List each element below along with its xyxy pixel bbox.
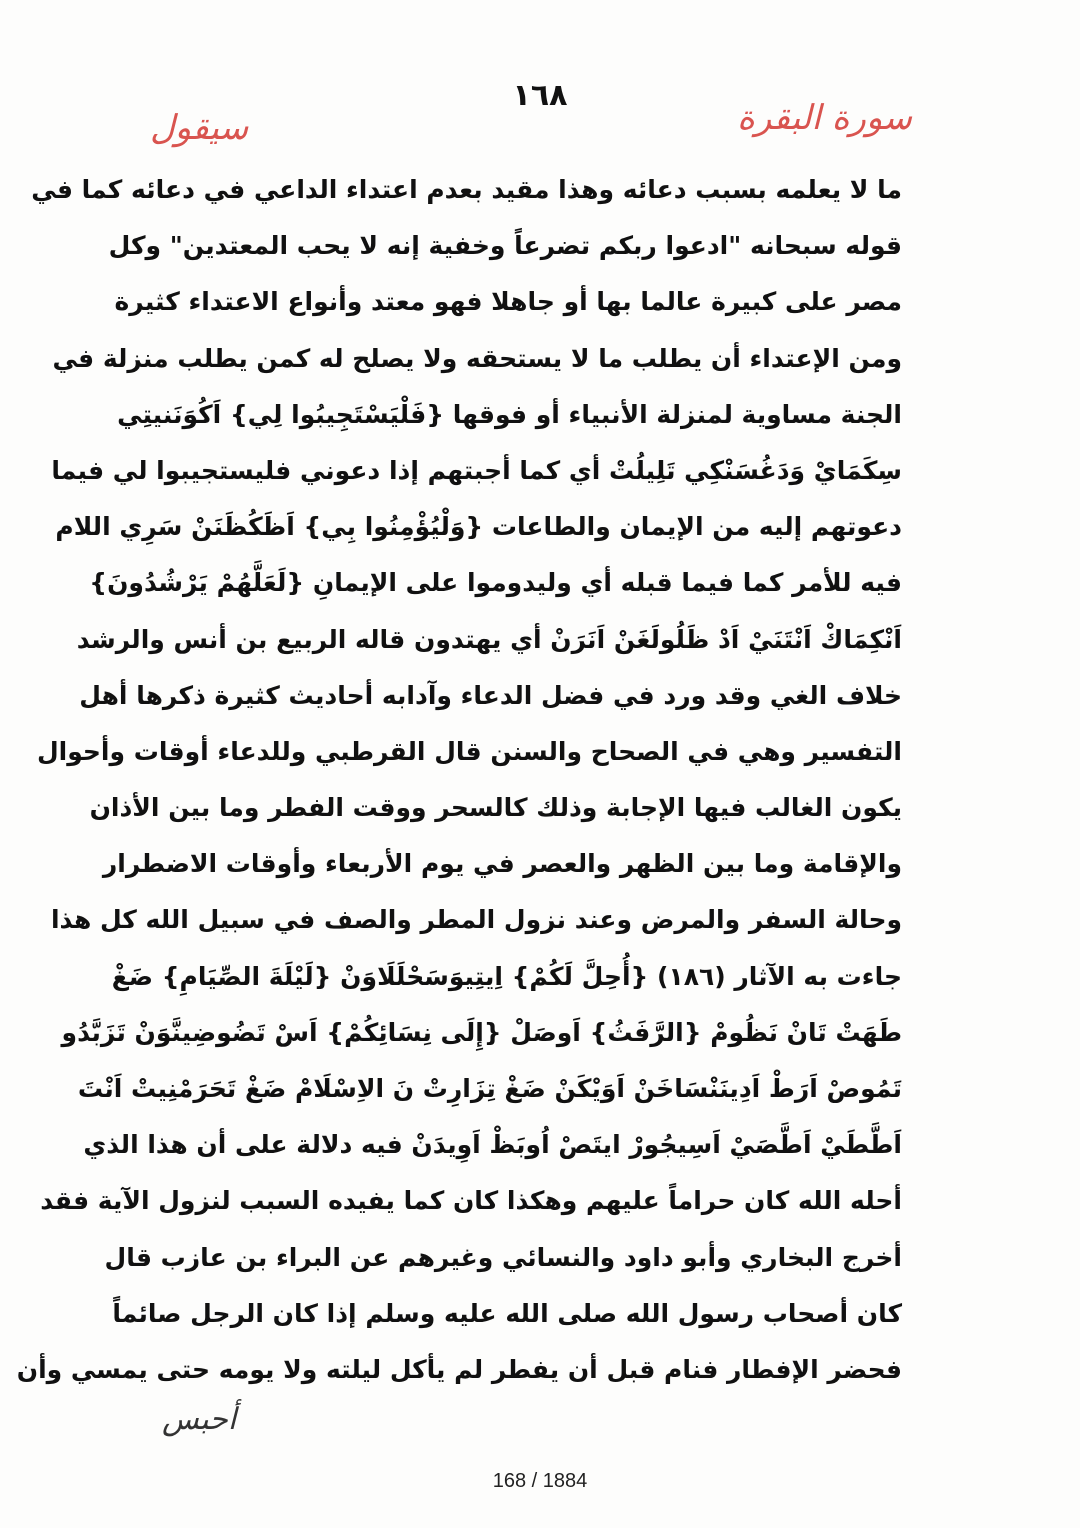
text-line: وحالة السفر والمرض وعند نزول المطر والصف في سبيل الله كل هذا [50, 905, 902, 935]
text-line: مصر على كبيرة عالما بها أو جاهلا فهو معتد وأنواع الاعتداء كثيرة [114, 287, 902, 317]
text-line: قوله سبحانه "ادعوا ربكم تضرعاً وخفية إنه لا يحب المعتدين" وكل [108, 231, 902, 261]
text-line: يكون الغالب فيها الإجابة وذلك كالسحر ووقت الفطر وما بين الأذان [89, 793, 902, 823]
body-text [16, 162, 902, 1398]
text-line: طَهَتْ تَانْ نَظُومْ {الرَّفَثُ} اَوصَلْ {إِلَى نِسَائِكُمْ} اَسْ تَضُوضِينَّوَنْ تَزَبَّدُو [61, 1017, 902, 1047]
page-number: ١٦٨ [512, 78, 568, 113]
footer-catchword: أحبس [162, 1402, 237, 1437]
margin-note-section: سيقول [150, 108, 249, 148]
text-line: التفسير وهي في الصحاح والسنن قال القرطبي وللدعاء أوقات وأحوال [36, 736, 902, 766]
text-line: الجنة مساوية لمنزلة الأنبياء أو فوقها {فَلْيَسْتَجِيبُوا لِي} اَكُوَنَنيتِي [117, 399, 902, 429]
text-line: أحله الله كان حراماً عليهم وهكذا كان كما يفيده السبب لنزول الآية فقد [40, 1186, 902, 1216]
text-line: فحضر الإفطار فنام قبل أن يفطر لم يأكل ليلته ولا يومه حتى يمسي وأن [16, 1354, 902, 1384]
text-line: فيه للأمر كما فيما قبله أي وليدوموا على الإيمانِ {لَعَلَّهُمْ يَرْشُدُونَ} [89, 568, 902, 598]
page-counter: 168 / 1884 [492, 1470, 588, 1492]
text-line: والإقامة وما بين الظهر والعصر في يوم الأربعاء وأوقات الاضطرار [102, 849, 902, 879]
text-line: دعوتهم إليه من الإيمان والطاعات {وَلْيُؤْمِنُوا بِي} اَظَكُظَنَنْ سَرِي اللام [55, 512, 902, 542]
text-line: اَنْكِمَاكْ اَنْتَنَيْ اَدْ ظَلُولَغَنْ اَنَرَنْ أي يهتدون قاله الربيع بن أنس والرشد [76, 624, 902, 654]
text-line: سِكَمَايْ وَدَغُسَنْكِي تَلِيلُتْ أي كما أجبتهم إذا دعوني فليستجيبوا لي فيما [51, 455, 902, 485]
margin-note-surah: سورة البقرة [737, 98, 912, 138]
text-line: كان أصحاب رسول الله صلى الله عليه وسلم إذا كان الرجل صائماً [112, 1298, 902, 1328]
text-line: أخرج البخاري وأبو داود والنسائي وغيرهم عن البراء بن عازب قال [104, 1242, 902, 1272]
text-line: اَطَّطَيْ اَطَّصَيْ اَسِيجُورْ ايتَصْ اُوبَظْ اَوِيدَنْ فيه دلالة على أن هذا الذي [83, 1130, 902, 1160]
text-line: تَمُوصْ اَرَطْ اَدِينَنْسَاخَنْ اَوَيْكَنْ ضَغْ تِزَارِتْ نَ الاِسْلَامْ ضَغْ تَحَرَمْنِيتْ اَنْتَ [77, 1074, 902, 1103]
text-line: ما لا يعلمه بسبب دعائه وهذا مقيد بعدم اعتداء الداعي في دعائه كما في [31, 175, 902, 204]
text-line: خلاف الغي وقد ورد في فضل الدعاء وآدابه أحاديث كثيرة ذكرها أهل [79, 680, 902, 710]
text-line: جاءت به الآثار (١٨٦) {أُحِلَّ لَكُمْ} اِيتِيوَسَحْلَلَاوَنْ {لَيْلَةَ الصِّيَامِ} ضَغْ [111, 961, 902, 991]
text-line: ومن الإعتداء أن يطلب ما لا يستحقه ولا يصلح له كمن يطلب منزلة في [52, 343, 902, 373]
